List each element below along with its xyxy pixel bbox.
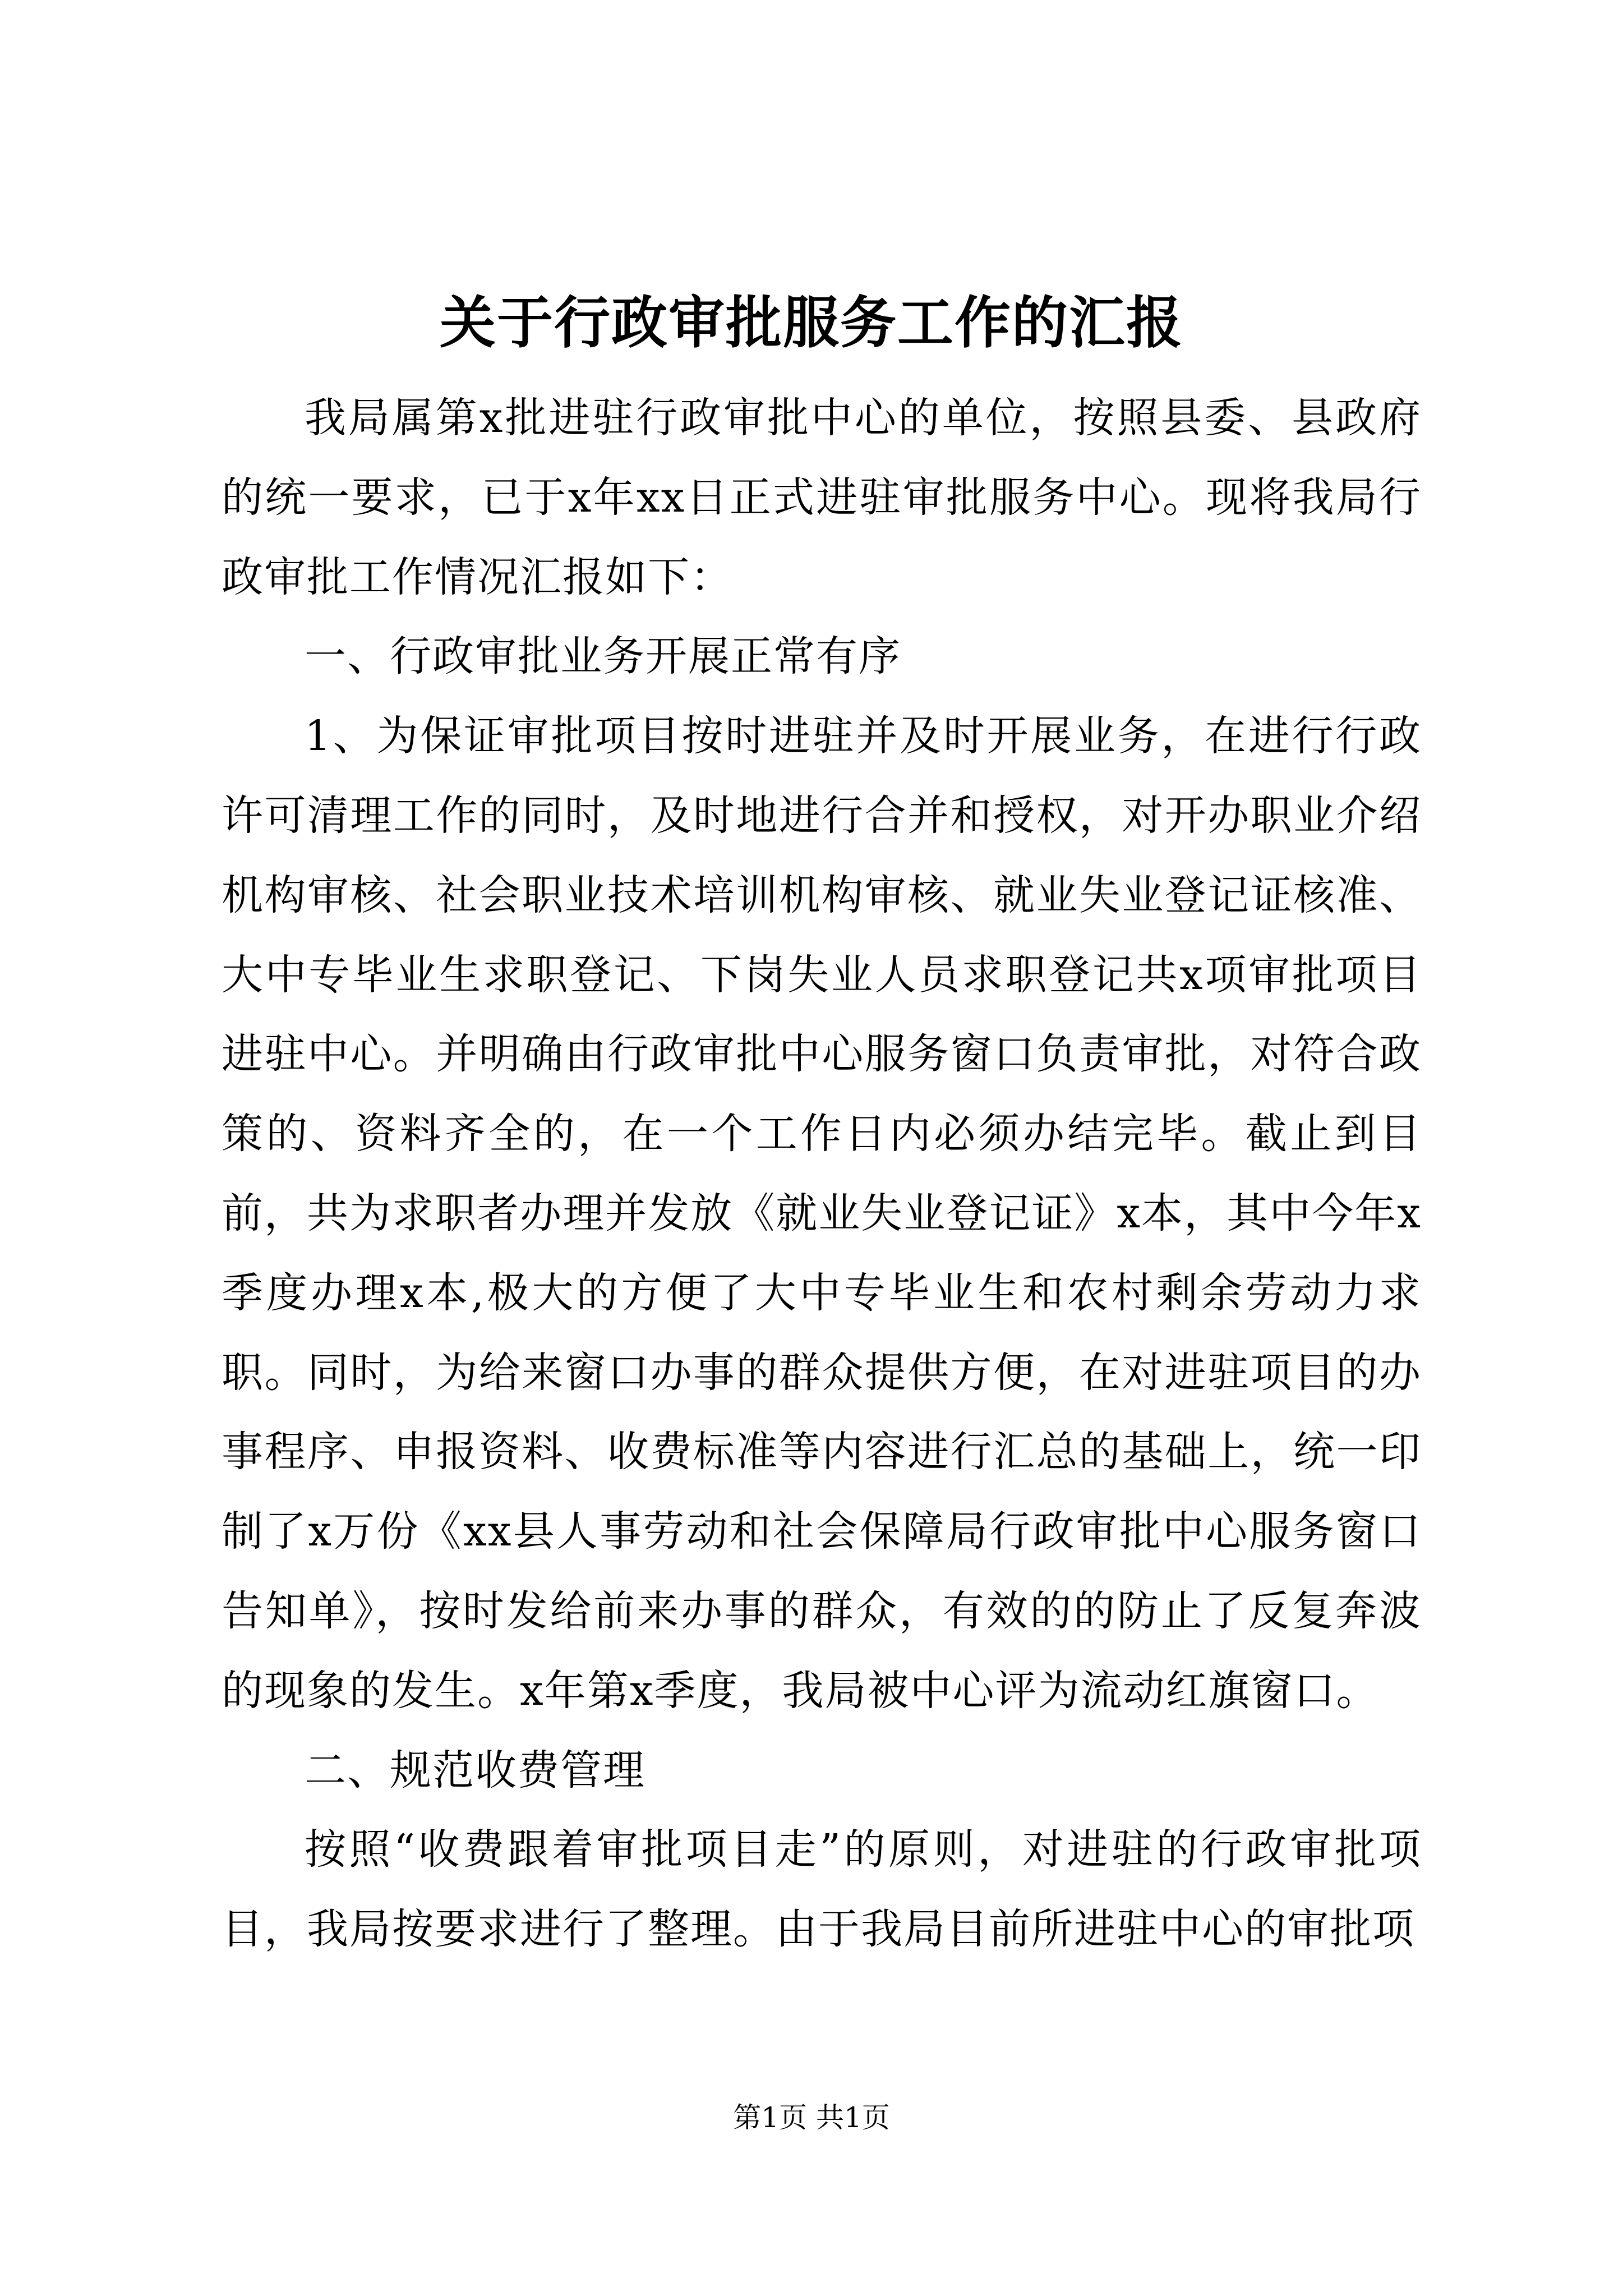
paragraph-intro: 我局属第x批进驻行政审批中心的单位，按照县委、县政府的统一要求，已于x年xx日正式进驻审批服务中心。现将我局行政审批工作情况汇报如下： <box>222 394 1422 601</box>
document-title: 关于行政审批服务工作的汇报 <box>440 289 1183 356</box>
document-body <box>222 379 1422 1970</box>
paragraph-section-1-item-1: 1、为保证审批项目按时进驻并及时开展业务，在进行行政许可清理工作的同时，及时地进行合并和授权，对开办职业介绍机构审核、社会职业技术培训机构审核、就业失业登记证核准、大中专毕业生求职登记、下岗失业人员求职登记共x项审批项目进驻中心。并明确由行政审批中心服务窗口负责审批，对符合政策的、资料齐全的，在一个工作日内必须办结完毕。截止到目前，共为求职者办理并发放《就业失业登记证》x本，其中今年x季度办理x本,极大的方便了大中专毕业生和农村剩余劳动力求职。同时，为给来窗口办事的群众提供方便，在对进驻项目的办事程序、申报资料、收费标准等内容进行汇总的基础上，统一印制了x万份《xx县人事劳动和社会保障局行政审批中心服务窗口告知单》，按时发给前来办事的群众，有效的的防止了反复奔波的现象的发生。x年第x季度，我局被中心评为流动红旗窗口。 <box>222 712 1422 1715</box>
section-heading-1: 一、行政审批业务开展正常有序 <box>305 632 901 681</box>
section-heading-2: 二、规范收费管理 <box>305 1746 645 1795</box>
paragraph-section-2: 按照“收费跟着审批项目走”的原则，对进驻的行政审批项目，我局按要求进行了整理。由于我局目前所进驻中心的审批项 <box>222 1825 1422 1954</box>
page-footer: 第1页 共1页 <box>733 2101 890 2134</box>
